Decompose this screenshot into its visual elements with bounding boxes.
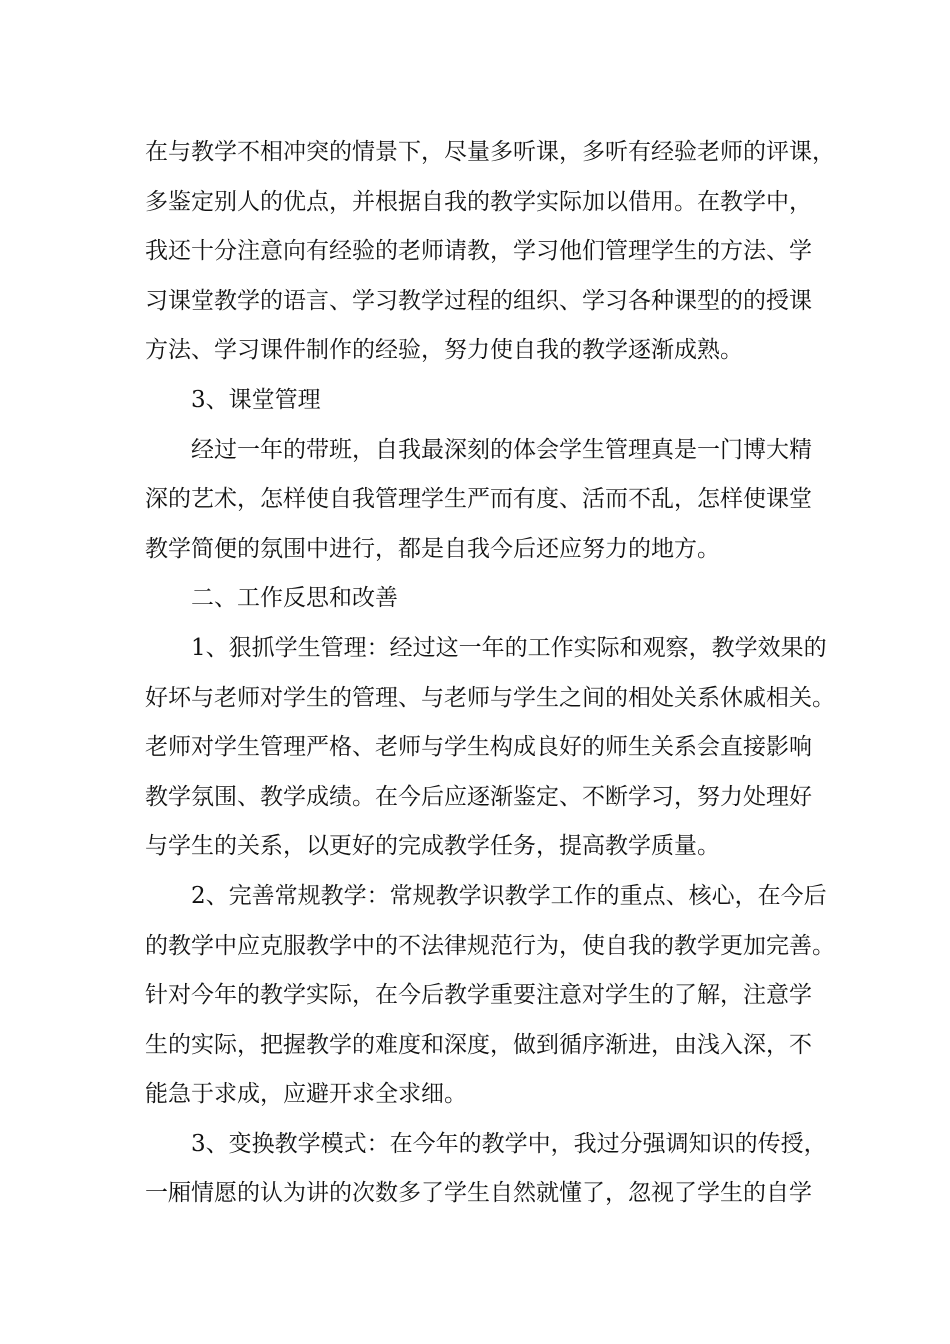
text-line: 教学简便的氛围中进行，都是自我今后还应努力的地方。 [145, 535, 720, 562]
section-heading: 二、工作反思和改善 [191, 585, 398, 612]
section-heading: 3、课堂管理 [191, 386, 321, 413]
text-line: 1、狠抓学生管理：经过这一年的工作实际和观察，教学效果的 [191, 634, 827, 661]
text-line: 深的艺术，怎样使自我管理学生严而有度、活而不乱，怎样使课堂 [145, 486, 812, 513]
text-line: 生的实际，把握教学的难度和深度，做到循序渐进，由浅入深，不 [145, 1031, 812, 1058]
text-line: 一厢情愿的认为讲的次数多了学生自然就懂了，忽视了学生的自学 [145, 1180, 812, 1207]
text-line: 与学生的关系，以更好的完成教学任务，提高教学质量。 [145, 833, 720, 860]
text-line: 我还十分注意向有经验的老师请教，学习他们管理学生的方法、学 [145, 238, 812, 265]
text-line: 好坏与老师对学生的管理、与老师与学生之间的相处关系休戚相关。 [145, 684, 835, 711]
text-line: 2、完善常规教学：常规教学识教学工作的重点、核心，在今后 [191, 882, 827, 909]
text-line: 老师对学生管理严格、老师与学生构成良好的师生关系会直接影响 [145, 734, 812, 761]
text-line: 多鉴定别人的优点，并根据自我的教学实际加以借用。在教学中， [145, 188, 812, 215]
text-line: 针对今年的教学实际，在今后教学重要注意对学生的了解，注意学 [145, 982, 812, 1009]
text-line: 在与教学不相冲突的情景下，尽量多听课，多听有经验老师的评课， [145, 139, 835, 165]
text-line: 方法、学习课件制作的经验，努力使自我的教学逐渐成熟。 [145, 337, 743, 364]
document-body [145, 128, 835, 1219]
text-line: 能急于求成，应避开求全求细。 [145, 1081, 467, 1108]
text-line: 习课堂教学的语言、学习教学过程的组织、学习各种课型的的授课 [145, 287, 812, 314]
text-line: 教学氛围、教学成绩。在今后应逐渐鉴定、不断学习，努力处理好 [145, 783, 812, 810]
text-line: 3、变换教学模式：在今年的教学中，我过分强调知识的传授， [191, 1130, 827, 1157]
text-line: 经过一年的带班，自我最深刻的体会学生管理真是一门博大精 [191, 436, 812, 463]
text-line: 的教学中应克服教学中的不法律规范行为，使自我的教学更加完善。 [145, 932, 835, 959]
